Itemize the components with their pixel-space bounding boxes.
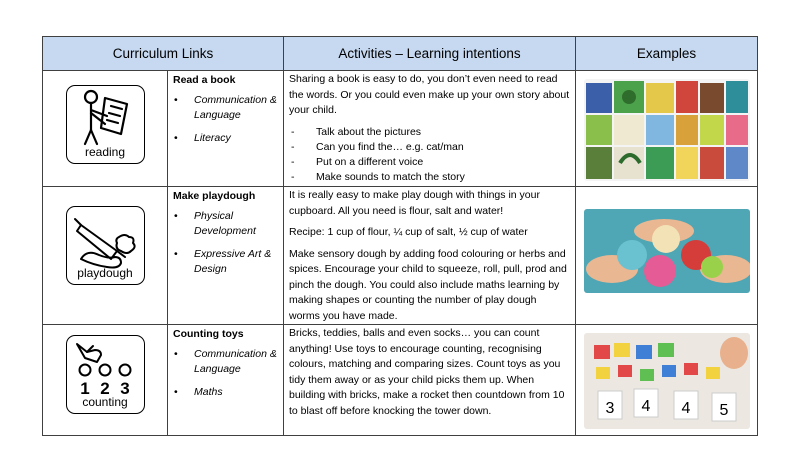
topic-cell <box>168 71 284 187</box>
list-item: - Can you find the… e.g. cat/man <box>289 140 570 155</box>
activity-cell <box>284 187 576 325</box>
svg-text:1: 1 <box>79 379 90 398</box>
topic-cell <box>168 325 284 436</box>
svg-text:3: 3 <box>119 379 130 398</box>
example-cell <box>576 71 758 187</box>
picture-books-photo <box>584 79 750 181</box>
curriculum-links-list <box>168 347 283 400</box>
svg-text:5: 5 <box>719 402 728 419</box>
topic-cell <box>168 187 284 325</box>
activity-text: Make sensory dough by adding food colouring or herbs and spices. Encourage your child to squeeze, roll, pull, prod and pinch the dough. You could also include maths learning by making shapes or counting the number of play dough worms you have made. <box>289 247 567 322</box>
activity-cell <box>284 325 576 436</box>
list-item: • Literacy <box>194 131 283 146</box>
header-activities: Activities – Learning intentions <box>284 37 576 71</box>
list-item: • Expressive Art & Design <box>194 247 283 277</box>
table-row <box>43 71 758 187</box>
curriculum-links-list <box>168 93 283 146</box>
svg-text:3: 3 <box>605 400 614 417</box>
list-item: • Maths <box>194 385 283 400</box>
symbol-label: reading <box>84 145 126 159</box>
header-row <box>43 37 758 71</box>
reading-symbol <box>66 85 145 164</box>
example-cell <box>576 325 758 436</box>
topic-title: Make playdough <box>173 190 256 202</box>
activity-cell <box>284 71 576 187</box>
table-row <box>43 325 758 436</box>
svg-text:4: 4 <box>641 398 650 415</box>
list-item: - Talk about the pictures <box>289 125 570 140</box>
example-cell <box>576 187 758 325</box>
symbol-label: counting <box>82 395 128 409</box>
table-row <box>43 187 758 325</box>
svg-text:4: 4 <box>681 400 690 417</box>
header-curriculum-links: Curriculum Links <box>43 37 284 71</box>
activity-text: Sharing a book is easy to do, you don’t even need to read the words. Or you could even make up your own story about your child. <box>289 73 570 116</box>
list-item: - Make sounds to match the story <box>289 170 570 185</box>
activity-text: It is really easy to make play dough with things in your cupboard. All you need is flour, salt and water! <box>289 189 540 217</box>
svg-text:2: 2 <box>99 379 110 398</box>
curriculum-table <box>42 36 758 436</box>
counting-toys-photo <box>584 333 750 429</box>
list-item: • Communication & Language <box>194 93 283 123</box>
list-item: • Communication & Language <box>194 347 283 377</box>
counting-symbol <box>66 335 145 414</box>
playdough-symbol <box>66 206 145 285</box>
topic-title: Counting toys <box>173 328 244 340</box>
curriculum-links-list <box>168 209 283 277</box>
symbol-label: playdough <box>77 266 133 280</box>
header-examples: Examples <box>576 37 758 71</box>
list-item: - Put on a different voice <box>289 155 570 170</box>
topic-title: Read a book <box>173 74 236 86</box>
symbol-cell <box>43 187 168 325</box>
activity-ideas-list <box>289 125 570 185</box>
symbol-cell <box>43 71 168 187</box>
recipe-text: Recipe: 1 cup of flour, ¼ cup of salt, ½ cup of water <box>289 226 528 238</box>
activity-text: Bricks, teddies, balls and even socks… you can count anything! Use toys to encourage counting, recognising colours, matching and comparing sizes. Count toys as you tidy them away or as your child picks them up. When building with bricks, make a rocket then countdown from 10 to blast off before knocking the tower down. <box>289 327 565 417</box>
symbol-cell <box>43 325 168 436</box>
playdough-photo <box>584 209 750 293</box>
list-item: • Physical Development <box>194 209 283 239</box>
